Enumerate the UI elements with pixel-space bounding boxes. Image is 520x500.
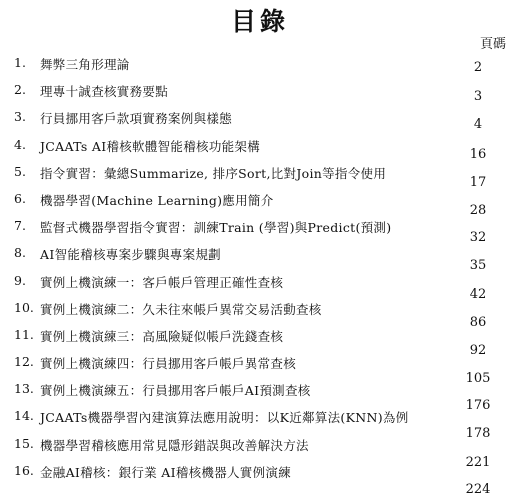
toc-entry	[0, 406, 520, 442]
toc-entry-title: 實例上機演練二：久未往來帳戶異常交易活動查核	[40, 301, 322, 317]
toc-entry-page: 86	[469, 314, 487, 330]
toc-entry	[0, 162, 520, 189]
toc-entry-number: 13.	[14, 381, 34, 397]
toc-entry-title: 行員挪用客戶款項實務案例與樣態	[40, 111, 233, 127]
toc-entry-title: 金融AI稽核：銀行業 AI稽核機器人實例演練	[40, 464, 292, 480]
toc-entry-title: JCAATs機器學習內建演算法應用說明：以K近鄰算法(KNN)為例	[40, 410, 409, 426]
toc-entry-title: 機器學習(Machine Learning)應用簡介	[40, 192, 274, 208]
toc-entry-page: 3	[473, 89, 483, 105]
toc-entry-page: 35	[469, 258, 487, 274]
toc-entry-number: 3.	[14, 109, 26, 125]
toc-entry-number: 14.	[14, 408, 34, 424]
toc-entry	[0, 135, 520, 162]
toc-entry-number: 8.	[14, 245, 26, 261]
toc-entry	[0, 325, 520, 358]
toc-entry	[0, 461, 520, 497]
toc-entry	[0, 107, 520, 134]
toc-entry	[0, 379, 520, 414]
toc-entry-page: 2	[473, 60, 483, 75]
toc-list	[0, 53, 520, 497]
toc-entry-number: 7.	[14, 218, 26, 234]
toc-entry-title: 實例上機演練一：客戶帳戶管理正確性查核	[40, 274, 284, 290]
toc-entry	[0, 80, 520, 107]
toc-entry-number: 11.	[14, 326, 34, 342]
toc-entry-page: 4	[473, 117, 483, 133]
toc-entry-number: 12.	[14, 354, 34, 370]
toc-entry	[0, 53, 520, 80]
toc-entry	[0, 271, 520, 302]
toc-entry-number: 1.	[14, 55, 26, 70]
toc-entry-number: 9.	[14, 272, 26, 288]
toc-entry-title: AI智能稽核專案步驟與專案規劃	[40, 247, 221, 263]
toc-entry-title: 指令實習：彙總Summarize, 排序Sort,比對Join等指令使用	[40, 165, 387, 181]
toc-entry-number: 15.	[14, 435, 34, 451]
toc-entry-number: 4.	[14, 136, 26, 152]
toc-entry-title: 監督式機器學習指令實習：訓練Train (學習)與Predict(預測)	[40, 220, 392, 236]
toc-entry-title: 實例上機演練三：高風險疑似帳戶洗錢查核	[40, 328, 284, 344]
page-number-header: 頁碼	[479, 37, 506, 52]
toc-entry-page: 32	[469, 230, 487, 246]
toc-entry-page: 16	[469, 146, 487, 162]
toc-entry-number: 10.	[14, 299, 34, 315]
toc-entry-number: 6.	[14, 190, 26, 206]
toc-entry-number: 5.	[14, 163, 26, 179]
toc-entry-title: 舞弊三角形理論	[40, 57, 130, 72]
toc-entry-title: JCAATs AI稽核軟體智能稽核功能架構	[40, 138, 261, 154]
toc-entry-page: 28	[469, 202, 487, 218]
toc-entry-page: 17	[469, 174, 487, 190]
toc-entry	[0, 216, 520, 246]
toc-entry-page: 105	[465, 371, 491, 387]
toc-entry-page: 178	[465, 426, 491, 442]
toc-entry-page: 42	[469, 286, 487, 302]
toc-entry	[0, 189, 520, 216]
toc-entry	[0, 298, 520, 330]
toc-entry-number: 16.	[14, 462, 34, 478]
toc-entry-title: 理專十誠查核實務要點	[40, 84, 169, 100]
toc-entry-page: 92	[469, 342, 487, 358]
toc-entry	[0, 243, 520, 274]
toc-entry-page: 176	[465, 398, 491, 414]
toc-entry-page: 221	[465, 454, 491, 470]
toc-entry-title: 實例上機演練四：行員挪用客戶帳戶異常查核	[40, 356, 297, 372]
toc-entry-title: 機器學習稽核應用常見隱形錯誤與改善解決方法	[40, 437, 309, 453]
toc-entry-page: 224	[465, 481, 491, 497]
toc-entry-title: 實例上機演練五：行員挪用客戶帳戶AI預測查核	[40, 383, 311, 399]
toc-entry-number: 2.	[14, 82, 26, 98]
toc-entry	[0, 352, 520, 387]
page-title: 目錄	[230, 7, 289, 36]
